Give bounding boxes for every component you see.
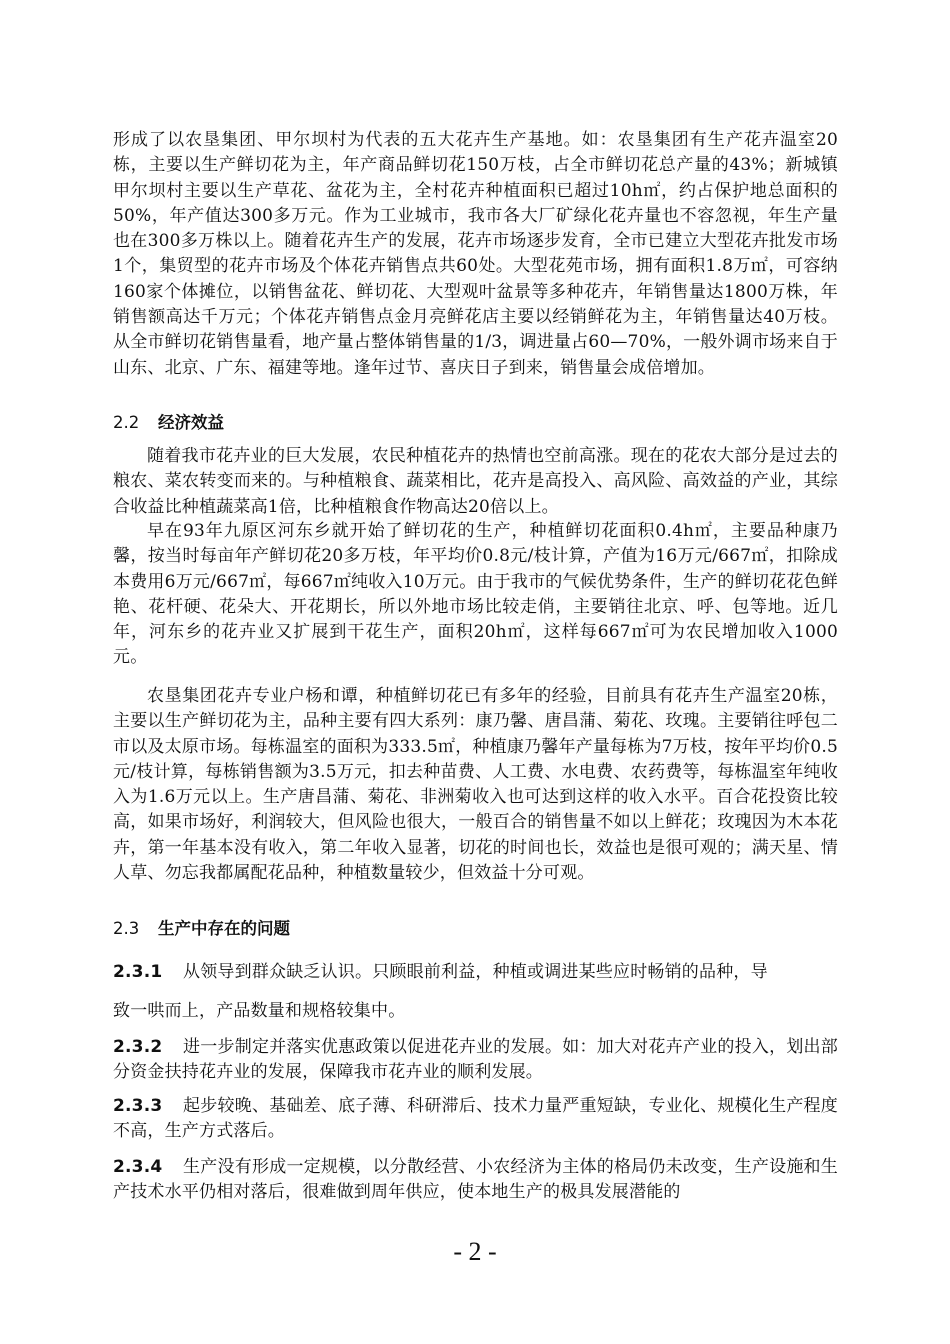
subsection-2-3-1-continued xyxy=(113,999,838,1024)
subsection-number: 2.3.2 xyxy=(113,1037,163,1057)
section-heading-problems xyxy=(113,917,838,941)
paragraph-text: 农垦集团花卉专业户杨和谭，种植鲜切花已有多年的经验，目前具有花卉生产温室20栋，主要以生产鲜切花为主，品种主要有四大系列：康乃馨、唐昌蒲、菊花、玫瑰。主要销往呼包二市以及太原市场。每栋温室的面积为333.5㎡，种植康乃馨年产量每栋为7万枝，按年平均价0.5元/枝计算，每栋销售额为3.5万元，扣去种苗费、人工费、水电费、农药费等，每栋温室年纯收入为1.6万元以上。生产唐昌蒲、菊花、非洲菊收入也可达到这样的收入水平。百合花投资比较高，如果市场好，利润较大，但风险也很大，一般百合的销售量不如以上鲜花；玫瑰因为木本花卉，第一年基本没有收入，第二年收入显著，切花的时间也长，效益也是很可观的；满天星、情人草、勿忘我都属配花品种，种植数量较少，但效益十分可观。 xyxy=(113,686,838,884)
page-number: - 2 - xyxy=(453,1237,497,1266)
subsection-text: 起步较晚、基础差、底子薄、科研滞后、技术力量严重短缺，专业化、规模化生产程度不高，生产方式落后。 xyxy=(113,1096,838,1142)
subsection-number: 2.3.1 xyxy=(113,962,163,982)
paragraph-hedong-township xyxy=(113,519,838,671)
section-number: 2.3 xyxy=(113,919,140,938)
subsection-text: 从领导到群众缺乏认识。只顾眼前利益，种植或调进某些应时畅销的品种，导 xyxy=(183,962,768,982)
paragraph-farmer-enthusiasm xyxy=(113,444,838,520)
subsection-2-3-2 xyxy=(113,1035,838,1086)
section-number: 2.2 xyxy=(113,413,140,432)
subsection-text: 生产没有形成一定规模，以分散经营、小农经济为主体的格局仍未改变，生产设施和生产技术水平仍相对落后，很难做到周年供应，使本地生产的极具发展潜能的 xyxy=(113,1157,838,1203)
subsection-2-3-3 xyxy=(113,1094,838,1145)
paragraph-nongken-growers xyxy=(113,684,838,886)
section-heading-economic-benefit xyxy=(113,411,838,435)
subsection-text: 致一哄而上，产品数量和规格较集中。 xyxy=(113,1001,406,1021)
section-title: 经济效益 xyxy=(158,413,224,432)
subsection-2-3-4 xyxy=(113,1155,838,1206)
subsection-number: 2.3.4 xyxy=(113,1157,163,1177)
paragraph-text: 早在93年九原区河东乡就开始了鲜切花的生产，种植鲜切花面积0.4h㎡，主要品种康乃馨，按当时每亩年产鲜切花20多万枝，年平均价0.8元/枝计算，产值为16万元/667㎡，扣除成本费用6万元/667㎡，每667㎡纯收入10万元。由于我市的气候优势条件，生产的鲜切花花色鲜艳、花杆硬、花朵大、开花期长，所以外地市场比较走俏，主要销往北京、呼、包等地。近几年，河东乡的花卉业又扩展到干花生产，面积20h㎡，这样每667㎡可为农民增加收入1000元。 xyxy=(113,521,838,668)
paragraph-text: 随着我市花卉业的巨大发展，农民种植花卉的热情也空前高涨。现在的花农大部分是过去的粮农、菜农转变而来的。与种植粮食、蔬菜相比，花卉是高投入、高风险、高效益的产业，其综合收益比种植蔬菜高1倍，比种植粮食作物高达20倍以上。 xyxy=(113,446,838,517)
subsection-text: 进一步制定并落实优惠政策以促进花卉业的发展。如：加大对花卉产业的投入，划出部分资金扶持花卉业的发展，保障我市花卉业的顺利发展。 xyxy=(113,1037,838,1083)
subsection-number: 2.3.3 xyxy=(113,1096,163,1116)
subsection-2-3-1 xyxy=(113,960,838,985)
paragraph-text: 形成了以农垦集团、甲尔坝村为代表的五大花卉生产基地。如：农垦集团有生产花卉温室20栋，主要以生产鲜切花为主，年产商品鲜切花150万枝，占全市鲜切花总产量的43%；新城镇甲尔坝村主要以生产草花、盆花为主，全村花卉种植面积已超过10h㎡，约占保护地总面积的50%，年产值达300多万元。作为工业城市，我市各大厂矿绿化花卉量也不容忽视，年生产量也在300多万株以上。随着花卉生产的发展，花卉市场逐步发育，全市已建立大型花卉批发市场1个，集贸型的花卉市场及个体花卉销售点共60处。大型花苑市场，拥有面积1.8万㎡，可容纳160家个体摊位，以销售盆花、鲜切花、大型观叶盆景等多种花卉，年销售量达1800万株，年销售额高达千万元；个体花卉销售点金月亮鲜花店主要以经销鲜花为主，年销售量达40万枝。从全市鲜切花销售量看，地产量占整体销售量的1/3，调进量占60—70%，一般外调市场来自于山东、北京、广东、福建等地。逢年过节、喜庆日子到来，销售量会成倍增加。 xyxy=(113,130,838,378)
paragraph-production-bases xyxy=(113,128,838,381)
section-title: 生产中存在的问题 xyxy=(158,919,290,938)
